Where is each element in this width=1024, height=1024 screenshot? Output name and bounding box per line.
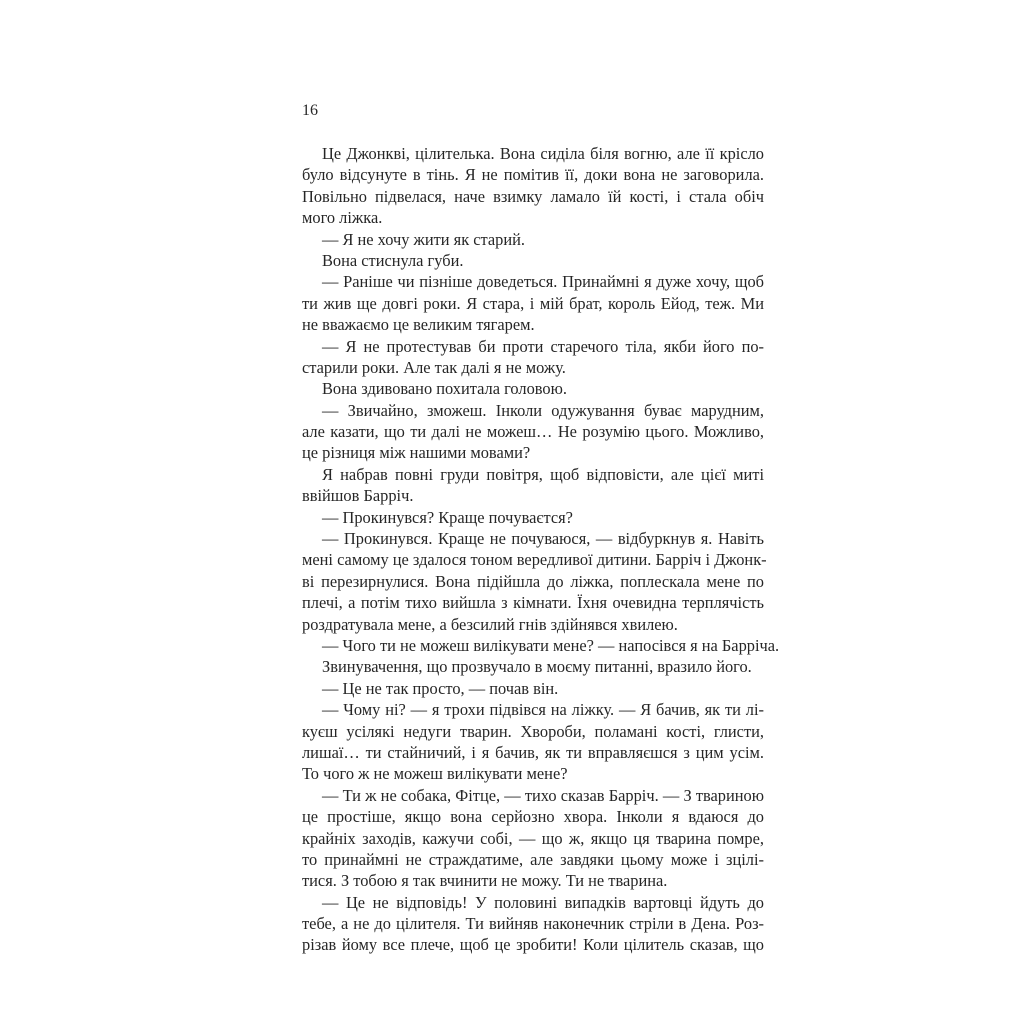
text-line: Вона здивовано похитала головою. [322,379,567,399]
text-line: Це Джонкві, цілителька. Вона сиділа біля вогню, але її крісло [322,144,764,163]
text-line: старили роки. Але так далі я не можу. [302,357,566,377]
text-line: — Це не відповідь! У половині випадків вартовці йдуть до [322,892,764,912]
text-line: — Звичайно, зможеш. Інколи одужування буває марудним, [322,400,764,420]
body-text [302,143,780,956]
text-line: Вона стиснула губи. [322,250,464,270]
text-line: — Прокинувся. Краще не почуваюся, — відбуркнув я. Навіть [322,529,764,549]
text-line: — Чого ти не можеш вилікувати мене? — напосівся я на Барріча. [322,635,780,655]
text-line: то принаймні не страждатиме, але завдяки цьому може і зцілі- [302,849,764,869]
text-line: мого ліжка. [302,208,383,228]
text-line: — Я не хочу жити як старий. [322,229,526,249]
text-line: роздратувала мене, а безсилий гнів здійнявся хвилею. [302,614,678,634]
text-line: — Ти ж не собака, Фітце, — тихо сказав Барріч. — З твариною [322,785,764,805]
text-line: — Це не так просто, — почав він. [322,678,559,698]
text-line: тебе, а не до цілителя. Ти вийняв наконечник стріли в Дена. Роз- [302,914,764,934]
text-line: ти жив ще довгі роки. Я стара, і мій брат, король Ейод, теж. Ми [302,293,764,313]
text-line: тися. З тобою я так вчинити не можу. Ти не тварина. [302,871,668,891]
text-line: Я набрав повні груди повітря, щоб відповісти, але цієї миті [322,464,764,484]
text-line: ввійшов Барріч. [302,486,414,506]
text-line: — Чому ні? — я трохи підвівся на ліжку. — Я бачив, як ти лі- [322,700,764,720]
text-line: То чого ж не можеш вилікувати мене? [302,764,568,784]
text-line: Звинувачення, що прозвучало в моєму питанні, вразило його. [322,657,752,677]
text-line: — Прокинувся? Краще почуваєтся? [322,507,573,527]
text-line: але казати, що ти далі не можеш… Не розумію цього. Можливо, [302,422,764,442]
text-line: лишаї… ти стайничий, і я бачив, як ти вправляєшся з цим усім. [302,742,764,762]
text-line: плечі, а потім тихо вийшла з кімнати. Їхня очевидна терплячість [302,593,764,613]
text-line: це різниця між нашими мовами? [302,443,531,463]
text-line: — Я не протестував би проти старечого тіла, якби його по- [322,336,764,356]
text-line: різав йому все плече, щоб це зробити! Коли цілитель сказав, що [302,935,764,955]
text-line: куєш усілякі недуги тварин. Хвороби, поламані кості, глисти, [302,721,764,741]
text-line: Повільно підвелася, наче взимку ламало їй кості, і стала обіч [302,186,764,206]
text-line: було відсунуте в тінь. Я не помітив її, доки вона не заговорила. [302,165,764,185]
text-line: не вважаємо це великим тягарем. [302,315,535,335]
page-number: 16 [302,102,318,119]
text-line: це простіше, якщо вона серйозно хвора. Інколи я вдаюся до [302,807,764,827]
text-line: — Раніше чи пізніше доведеться. Принаймні я дуже хочу, щоб [322,272,764,292]
text-line: ві перезирнулися. Вона підійшла до ліжка, поплескала мене по [302,571,764,591]
text-line: мені самому це здалося тоном вередливої дитини. Барріч і Джонк- [302,550,767,570]
text-line: крайніх заходів, кажучи собі, — що ж, якщо ця тварина помре, [302,828,764,848]
